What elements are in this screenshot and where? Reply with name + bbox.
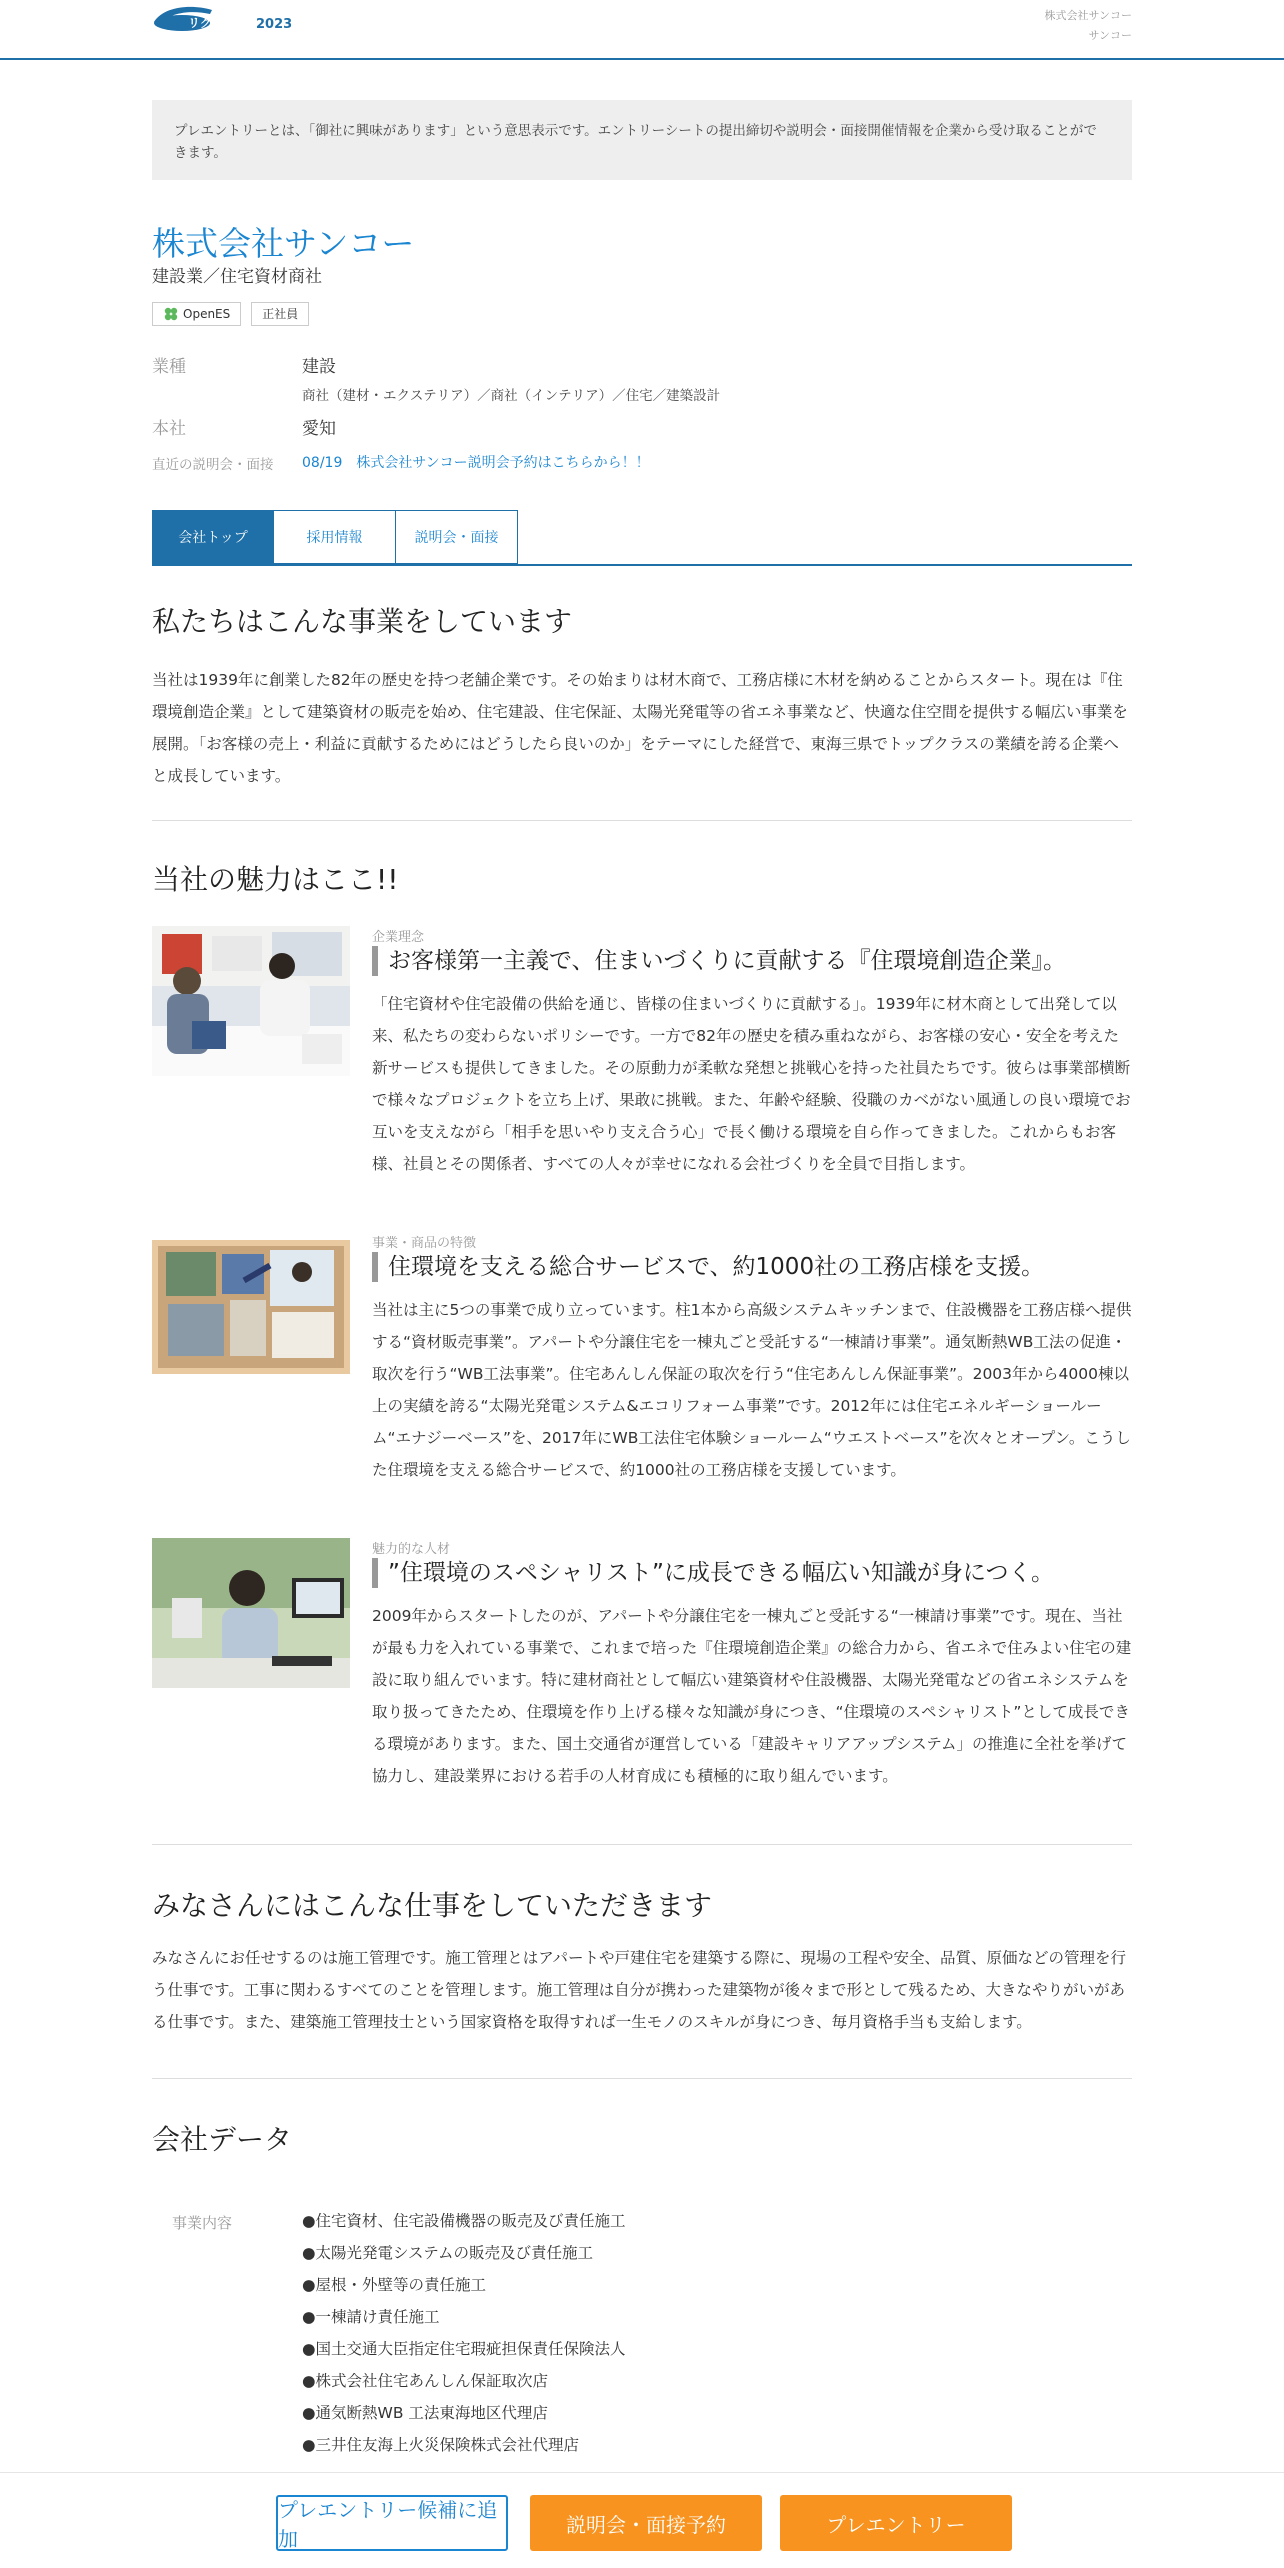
- list-item: ●株式会社住宅あんしん保証取次店: [302, 2372, 549, 2390]
- feature-image-staff-at-desk: [152, 1538, 350, 1688]
- feature-text-people: 2009年からスタートしたのが、アパートや分譲住宅を一棟丸ごと受託する“一棟請け事業”です。現在、当社が最も力を入れている事業で、これまで培った『住環境創造企業』の総合力から、省エネで住みよい住宅の建設に取り組んでいます。特に建材商社として幅広い建築資材や住設機器、太陽光発電などの省エネシステムを取り扱ってきたため、住環境を作り上げる様々な知識が身につき、“住環境のスペシャリスト”として成長できる環境があります。また、国土交通省が運営している「建設キャリアアップシステム」の推進に全社を挙げて協力し、建設業界における若手の人材育成にも積極的に取り組んでいます。: [372, 1607, 1132, 1785]
- clover-icon: [163, 306, 179, 322]
- company-name: 株式会社サンコー: [152, 224, 415, 263]
- divider: [152, 2078, 1132, 2079]
- tab-seminar[interactable]: 説明会・面接: [396, 510, 518, 564]
- feature-text-business: 当社は主に5つの事業で成り立っています。柱1本から高級システムキッチンまで、住設機器を工務店様へ提供する“資材販売事業”。アパートや分譲住宅を一棟丸ごと受託する“一棟請け事業”。通気断熱WB工法の促進・取次を行う“WB工法事業”。住宅あんしん保証の取次を行う“住宅あんしん保証事業”。2003年から4000棟以上の実績を誇る“太陽光発電システム&エコリフォーム事業”です。2012年には住宅エネルギーショールーム“エナジーベース”を、2017年にWB工法住宅体験ショールーム“ウエストベース”を次々とオープン。こうした住環境を支える総合サービスで、約1000社の工務店様を支援しています。: [372, 1301, 1132, 1479]
- employment-type-label: 正社員: [262, 307, 299, 321]
- svg-text:リクナビ: リクナビ: [188, 16, 236, 30]
- industry-value: 建設: [302, 357, 336, 377]
- tab-company-top[interactable]: 会社トップ: [152, 510, 274, 564]
- employment-type-tag: [251, 302, 309, 326]
- appeal-heading: 当社の魅力はここ!!: [152, 863, 399, 896]
- bottom-action-bar: [0, 2472, 1284, 2568]
- list-item: ●太陽光発電システムの販売及び責任施工: [302, 2244, 593, 2262]
- feature-tag-business: 事業・商品の特徴: [372, 1236, 477, 1251]
- work-text: みなさんにお任せするのは施工管理です。施工管理とはアパートや戸建住宅を建築する際に、現場の工程や安全、品質、原価などの管理を行う仕事です。工事に関わるすべてのことを管理します。施工管理は自分が携わった建築物が後々まで形として残るため、大きなやりがいがある仕事です。また、建築施工管理技士という国家資格を取得すれば一生モノのスキルが身につき、毎月資格手当も支給します。: [152, 1949, 1127, 2031]
- business-heading: 私たちはこんな事業をしています: [152, 605, 573, 638]
- company-category: 建設業／住宅資材商社: [152, 267, 322, 287]
- work-heading: みなさんにはこんな仕事をしていただきます: [152, 1889, 713, 1922]
- divider: [152, 1844, 1132, 1845]
- feature-image-office-meeting: [152, 926, 350, 1076]
- list-item: ●住宅資材、住宅設備機器の販売及び責任施工: [302, 2212, 626, 2230]
- feature-tag-philosophy: 企業理念: [372, 930, 425, 945]
- list-item: ●通気断熱WB 工法東海地区代理店: [302, 2404, 548, 2422]
- pre-entry-button[interactable]: プレエントリー: [780, 2495, 1012, 2551]
- feature-tag-people: 魅力的な人材: [372, 1542, 451, 1557]
- company-tags: [152, 302, 309, 326]
- business-content-label: 事業内容: [172, 2214, 233, 2232]
- hq-value: 愛知: [302, 419, 336, 439]
- seminar-link[interactable]: 08/19 株式会社サンコー説明会予約はこちらから！！: [302, 455, 650, 471]
- header-company-link[interactable]: 株式会社サンコー: [1044, 9, 1132, 22]
- svg-text:2023: 2023: [256, 17, 293, 32]
- header-links: [1045, 6, 1132, 46]
- seminar-reservation-button[interactable]: 説明会・面接予約: [530, 2495, 762, 2551]
- feature-title-business: 住環境を支える総合サービスで、約1000社の工務店様を支援。: [372, 1252, 1132, 1282]
- company-tabs: [152, 510, 1132, 566]
- add-pre-entry-candidate-button[interactable]: プレエントリー候補に追加: [276, 2495, 508, 2551]
- company-data-heading: 会社データ: [152, 2123, 293, 2156]
- header-company-sub[interactable]: サンコー: [1088, 29, 1132, 42]
- site-header: [0, 0, 1284, 60]
- feature-text-philosophy: 「住宅資材や住宅設備の供給を通じ、皆様の住まいづくりに貢献する」。1939年に材木商として出発して以来、私たちの変わらないポリシーです。一方で82年の歴史を積み重ねながら、お客様の安心・安全を考えた新サービスも提供してきました。その原動力が柔軟な発想と挑戦心を持った社員たちです。彼らは事業部横断で様々なプロジェクトを立ち上げ、果敢に挑戦。また、年齢や経験、役職のカベがない風通しの良い環境でお互いを支えながら「相手を思いやり支え合う心」で長く働ける環境を自ら作ってきました。これからもお客様、社員とその関係者、すべての人々が幸せになれる会社づくりを全員で目指します。: [372, 995, 1131, 1173]
- list-item: ●一棟請け責任施工: [302, 2308, 440, 2326]
- openes-tag: [152, 302, 241, 326]
- seminar-label: 直近の説明会・面接: [152, 457, 274, 473]
- business-content-list: [302, 2205, 626, 2461]
- pre-entry-notice: プレエントリーとは、「御社に興味があります」という意思表示です。エントリーシートの提出締切や説明会・面接開催情報を企業から受け取ることができます。: [152, 100, 1132, 180]
- feature-title-philosophy: お客様第一主義で、住まいづくりに貢献する『住環境創造企業』。: [372, 946, 1132, 976]
- feature-image-corkboard: [152, 1240, 350, 1390]
- list-item: ●屋根・外壁等の責任施工: [302, 2276, 487, 2294]
- industry-sub: 商社（建材・エクステリア）／商社（インテリア）／住宅／建築設計: [302, 388, 721, 404]
- business-text: 当社は1939年に創業した82年の歴史を持つ老舗企業です。その始まりは材木商で、工務店様に木材を納めることからスタート。現在は『住環境創造企業』として建築資材の販売を始め、住宅建設、住宅保証、太陽光発電等の省エネ事業など、快適な住空間を提供する幅広い事業を展開。「お客様の売上・利益に貢献するためにはどうしたら良いのか」をテーマにした経営で、東海三県でトップクラスの業績を誇る企業へと成長しています。: [152, 671, 1128, 785]
- industry-label: 業種: [152, 357, 186, 377]
- tab-recruitment-info[interactable]: 採用情報: [274, 510, 396, 564]
- divider: [152, 820, 1132, 821]
- hq-label: 本社: [152, 419, 186, 439]
- list-item: ●国土交通大臣指定住宅瑕疵担保責任保険法人: [302, 2340, 626, 2358]
- feature-title-people: ”住環境のスペシャリスト”に成長できる幅広い知識が身につく。: [372, 1558, 1132, 1588]
- rikunabi-logo[interactable]: [152, 4, 302, 34]
- openes-tag-label: OpenES: [183, 307, 231, 321]
- list-item: ●三井住友海上火災保険株式会社代理店: [302, 2436, 580, 2454]
